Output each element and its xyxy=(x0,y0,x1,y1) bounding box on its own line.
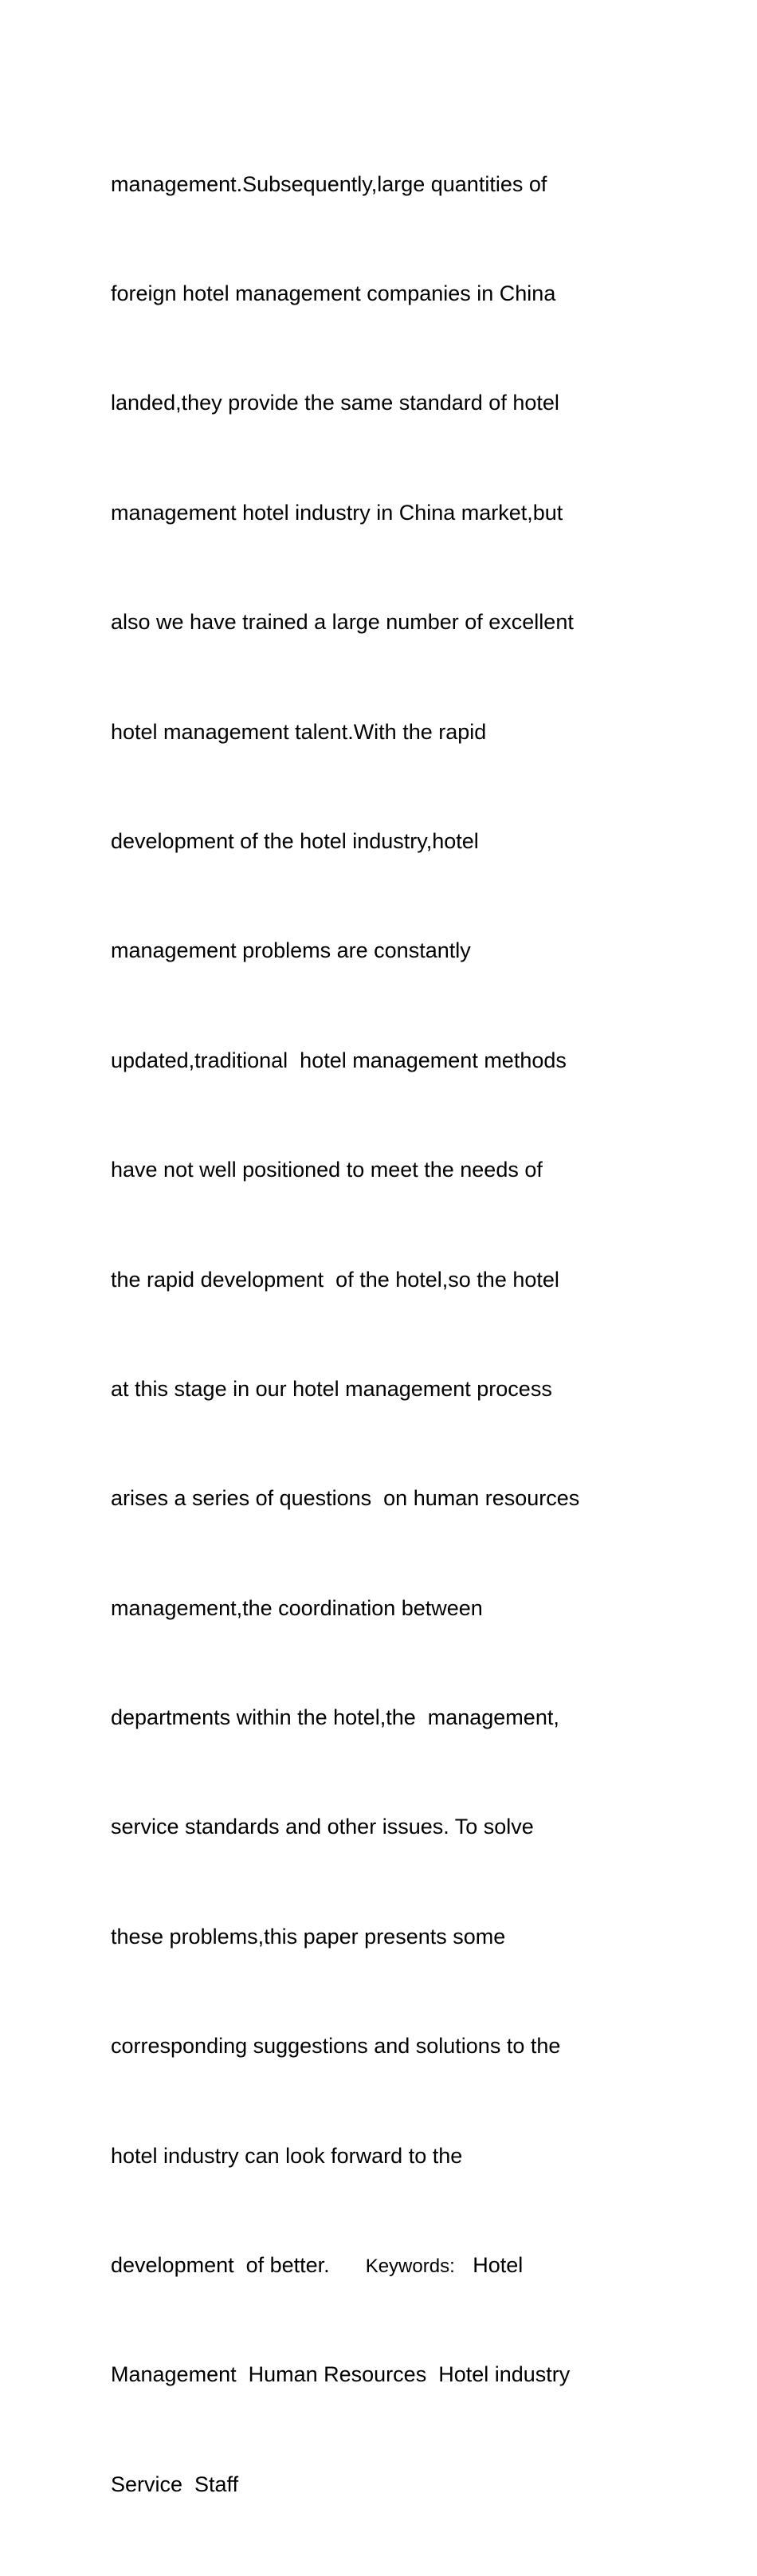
abstract-body xyxy=(111,93,684,2576)
text-line: management.Subsequently,large quantities of xyxy=(111,171,547,196)
keywords-list: Management Human Resources Hotel industry xyxy=(111,2362,571,2387)
text-line: development of the hotel industry,hotel xyxy=(111,828,479,853)
keyword-hotel: Hotel xyxy=(454,2253,524,2278)
text-line: these problems,this paper presents some xyxy=(111,1924,506,1949)
text-line: arises a series of questions on human resources xyxy=(111,1486,580,1511)
text-line: also we have trained a large number of excellent xyxy=(111,610,574,635)
text-line: updated,traditional hotel management methods xyxy=(111,1048,567,1072)
closing-sentence: development of better. xyxy=(111,2253,330,2278)
text-line: foreign hotel management companies in China xyxy=(111,281,556,305)
text-line: service standards and other issues. To solve xyxy=(111,1815,534,1839)
text-line: management,the coordination between xyxy=(111,1595,483,1620)
text-line: corresponding suggestions and solutions to the xyxy=(111,2034,561,2059)
text-line: the rapid development of the hotel,so the hotel xyxy=(111,1267,559,1292)
text-line: at this stage in our hotel management process xyxy=(111,1376,552,1401)
text-line: have not well positioned to meet the needs of xyxy=(111,1158,543,1182)
text-line: management hotel industry in China market,but xyxy=(111,500,563,525)
text-line: hotel management talent.With the rapid xyxy=(111,719,487,744)
text-line: management problems are constantly xyxy=(111,938,471,963)
keywords-label: Keywords: xyxy=(365,2255,455,2278)
text-line: landed,they provide the same standard of hotel xyxy=(111,391,559,415)
keywords-line xyxy=(111,2248,684,2284)
keywords-list: Service Staff xyxy=(111,2472,239,2496)
text-line: departments within the hotel,the management, xyxy=(111,1705,559,1730)
text-line: hotel industry can look forward to the xyxy=(111,2143,463,2168)
spacer xyxy=(330,2253,366,2277)
